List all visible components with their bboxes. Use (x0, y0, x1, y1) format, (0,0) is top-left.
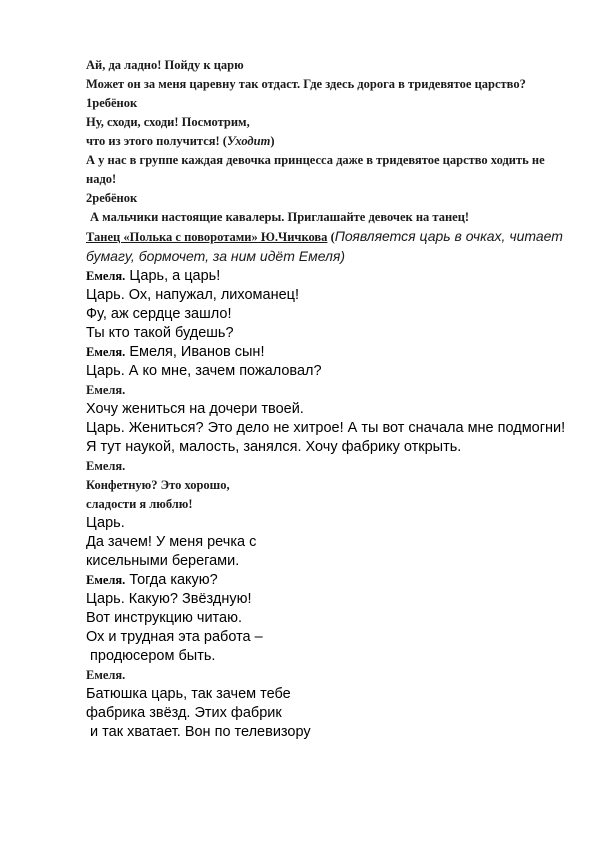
text-line (86, 132, 566, 151)
speaker-label: 2ребёнок (86, 191, 138, 205)
speaker-label: Царь. (86, 363, 125, 379)
dialogue-line: кисельными берегами. (86, 553, 240, 569)
text-line: Конфетную? Это хорошо, (86, 478, 230, 492)
stage-direction: Появляется царь в очках, читает бумагу, бормочет, за ним идёт Емеля (86, 228, 563, 264)
speaker-label: Емеля. (86, 269, 126, 283)
dialogue-text: Емеля, Иванов сын! (125, 344, 265, 360)
dance-title: Танец «Полька с поворотами» Ю.Чичкова (86, 230, 328, 244)
stage-direction: Уходит (226, 134, 271, 148)
speaker-label: 1ребёнок (86, 96, 138, 110)
document-page (86, 56, 566, 742)
text-fragment: что из этого получится! ( (86, 134, 227, 148)
text-line: сладости я люблю! (86, 497, 193, 511)
speaker-label: Царь. (86, 591, 125, 607)
dialogue-line: фабрика звёзд. Этих фабрик (86, 705, 282, 721)
dialogue-text: Ох, напужал, лихоманец! (124, 287, 299, 303)
dialogue-line: Вот инструкцию читаю. (86, 610, 242, 626)
dialogue-line (86, 362, 566, 381)
speaker-label: Емеля. (86, 345, 126, 359)
dialogue-text: Какую? Звёздную! (124, 591, 252, 607)
dialogue-line (86, 590, 566, 609)
dialogue-text: Тогда какую? (125, 572, 218, 588)
text-line: А мальчики настоящие кавалеры. Приглашайте девочек на танец! (90, 210, 470, 224)
dialogue-text: А ко мне, зачем пожаловал? (124, 363, 322, 379)
dialogue-line (86, 343, 566, 362)
dialogue-line: Фу, аж сердце зашло! (86, 306, 232, 322)
dialogue-line: Ты кто такой будешь? (86, 325, 234, 341)
dialogue-line: Да зачем! У меня речка с (86, 534, 257, 550)
text-line: Ай, да ладно! Пойду к царю (86, 58, 244, 72)
text-fragment: ) (340, 248, 346, 264)
speaker-label: Царь. (86, 515, 125, 531)
speaker-label: Царь. (86, 287, 125, 303)
dialogue-line: Батюшка царь, так зачем тебе (86, 686, 291, 702)
dialogue-text: Жениться? Это дело не хитрое! А ты вот сначала мне подмогни! Я тут наукой, малость, занялся. Хочу фабрику открыть. (86, 420, 566, 455)
dialogue-paragraph (86, 419, 566, 457)
speaker-label: Царь. (86, 420, 125, 436)
speaker-label: Емеля. (86, 573, 126, 587)
text-fragment: ( (327, 230, 335, 244)
dialogue-text: Царь, а царь! (125, 268, 221, 284)
dialogue-line: Хочу жениться на дочери твоей. (86, 401, 304, 417)
dialogue-line (86, 267, 566, 286)
speaker-label: Емеля. (86, 383, 126, 397)
text-paragraph: А у нас в группе каждая девочка принцесса даже в тридевятое царство ходить не надо! (86, 153, 545, 186)
text-line: Ну, сходи, сходи! Посмотрим, (86, 115, 250, 129)
speaker-label: Емеля. (86, 459, 126, 473)
text-fragment: ) (270, 134, 275, 148)
dialogue-line (86, 571, 566, 590)
dialogue-line: и так хватает. Вон по телевизору (86, 724, 311, 740)
dialogue-line: продюсером быть. (86, 648, 216, 664)
speaker-label: Емеля. (86, 668, 126, 682)
dialogue-line (86, 286, 566, 305)
dialogue-line: Ох и трудная эта работа – (86, 629, 263, 645)
dance-heading (86, 227, 566, 267)
text-line: Может он за меня царевну так отдаст. Где здесь дорога в тридевятое царство? (86, 77, 526, 91)
